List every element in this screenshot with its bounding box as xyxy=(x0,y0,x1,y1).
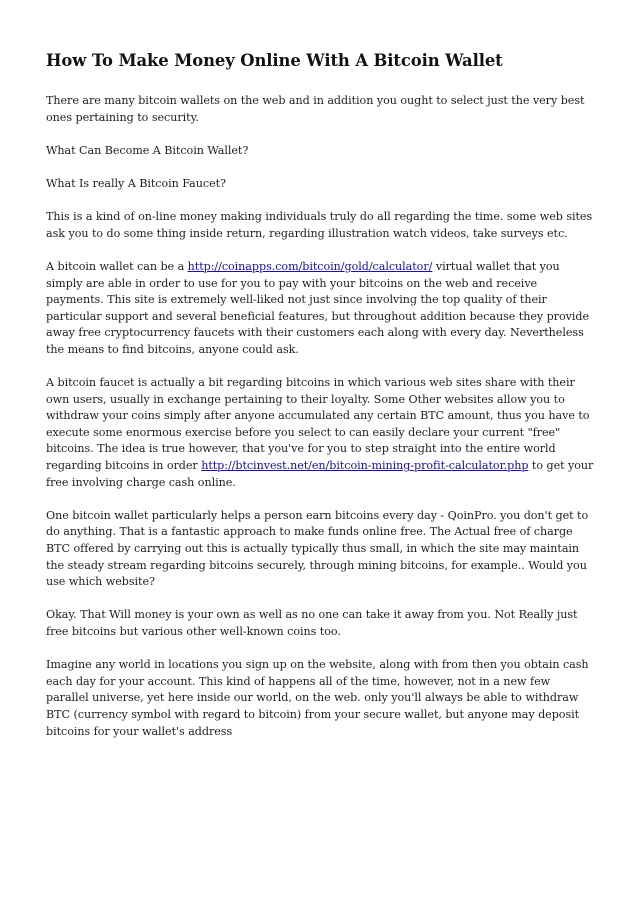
paragraph-intro: There are many bitcoin wallets on the web and in addition you ought to select just the very best ones pertaining to security. xyxy=(46,94,585,124)
paragraph-text: to get your free involving charge cash online. xyxy=(46,459,594,489)
paragraph-online-money: This is a kind of on-line money making individuals truly do all regarding the time. some web sites ask you to do some thing inside return, regarding illustration watch videos, take surveys etc. xyxy=(46,210,593,240)
paragraph-bitcoin-wallet xyxy=(46,259,594,359)
paragraph-imagine: Imagine any world in locations you sign up on the website, along with from then you obtain cash each day for your account. This kind of happens all of the time, however, not in a new few parallel universe, yet here inside our world, on the web. only you'll always be able to withdraw BTC (currency symbol with regard to bitcoin) from your secure wallet, but anyone may deposit bitcoins for your wallet's address xyxy=(46,658,589,738)
paragraph-question-wallet: What Can Become A Bitcoin Wallet? xyxy=(46,143,249,157)
document-page xyxy=(46,46,594,740)
paragraph-bitcoin-faucet xyxy=(46,375,594,491)
document-title: How To Make Money Online With A Bitcoin Wallet xyxy=(46,51,503,70)
paragraph-text: virtual wallet that you simply are able in order to use for you to pay with your bitcoins on the web and receive payments. This site is extremely well-liked not just since involving the top quality of their particular support and several beneficial features, but throughout addition because they provide away free cryptocurrency faucets with their customers each along with every day. Nevertheless the means to find bitcoins, anyone could ask. xyxy=(46,259,590,356)
coinapps-calculator-link[interactable]: http://coinapps.com/bitcoin/gold/calculator/ xyxy=(187,259,433,273)
paragraph-qoinpro: One bitcoin wallet particularly helps a person earn bitcoins every day - QoinPro. you don't get to do anything. That is a fantastic approach to make funds online free. The Actual free of charge BTC offered by carrying out this is actually typically thus small, in which the site may maintain the steady stream regarding bitcoins securely, through mining bitcoins, for example.. Would you use which website? xyxy=(46,508,589,589)
paragraph-text: A bitcoin wallet can be a xyxy=(46,259,188,273)
btcinvest-calculator-link[interactable]: http://btcinvest.net/en/bitcoin-mining-profit-calculator.php xyxy=(201,459,529,473)
paragraph-text: A bitcoin faucet is actually a bit regarding bitcoins in which various web sites share with their own users, usually in exchange pertaining to their loyalty. Some Other websites allow you to withdraw your coins simply after anyone accumulated any certain BTC amount, thus you have to execute some enormous exercise before you select to can easily declare your current "free" bitcoins. The idea is true however, that you've for you to step straight into the entire world regarding bitcoins in order xyxy=(46,376,590,473)
paragraph-okay: Okay. That Will money is your own as well as no one can take it away from you. Not Really just free bitcoins but various other well-known coins too. xyxy=(46,608,578,638)
paragraph-question-faucet: What Is really A Bitcoin Faucet? xyxy=(46,176,226,190)
